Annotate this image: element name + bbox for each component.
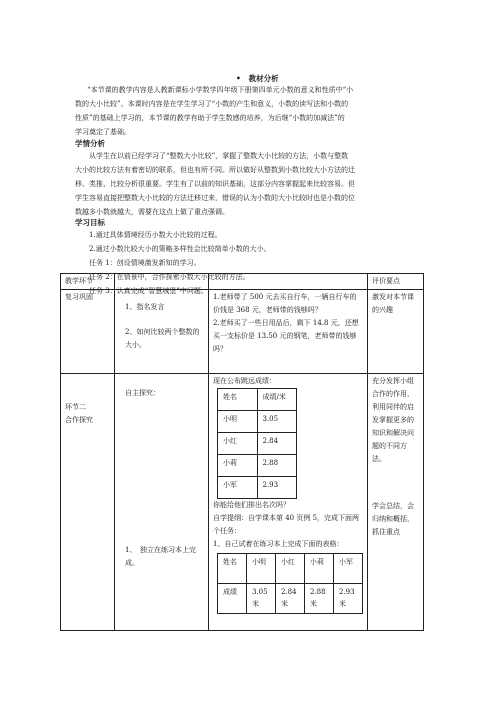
list-item: 任务 3：认真完成“智慧城堡”中问题。 — [89, 287, 208, 295]
cell-activity — [115, 374, 209, 631]
cell-evaluation: 激发对本节课的兴趣 — [368, 290, 424, 374]
name-cell: 小明 — [218, 411, 258, 433]
list-item: 1.通过具体情境经历小数大小比较的过程。 — [89, 231, 222, 239]
header-cell — [115, 274, 209, 290]
name-cell: 小红 — [218, 433, 258, 455]
text-line: 移、类推、比较分析很重要。学生有了以前的知识基础，这部分内容掌握起来比较容易。但 — [75, 180, 355, 188]
activity-item: 2、如何比较两个整数的大小。 — [125, 328, 200, 349]
header-cell: 小莉 — [305, 554, 334, 584]
scores-table — [217, 388, 297, 499]
name-cell: 小军 — [218, 477, 258, 499]
activity-item: 1、 独立在练习本上完成。 — [125, 546, 196, 567]
prompt-text: 自学提纲：自学课本第 40 页例 5，完成下面两个任务： — [213, 514, 360, 535]
text-line: 数的大小比较”。本课时内容是在学生学习了“小数的产生和意义，小数的读写法和小数的 — [75, 100, 349, 108]
question: 1.老师带了 500 元去买自行车，一辆自行车的价钱是 368 元，老师带的钱够吗？ — [213, 293, 357, 314]
score-cell: 3.05 — [257, 411, 297, 433]
value-cell: 3.05米 — [247, 584, 276, 614]
table-row — [218, 389, 297, 411]
cell-content — [209, 290, 368, 374]
text-line: 数越多小数就越大，需要在这点上做了重点强调。 — [75, 208, 229, 216]
header-cell: 姓名 — [218, 554, 247, 584]
activity-item: 1、指名发言 — [125, 303, 165, 311]
value-cell: 2.84米 — [276, 584, 305, 614]
header-cell: 小军 — [334, 554, 363, 584]
text-line: “本节课的教学内容是人教新课标小学数学四年级下册第四单元小数的意义和性质中“小 — [87, 86, 354, 94]
table-row — [218, 455, 297, 477]
paragraph-learner — [75, 149, 355, 219]
evaluation-text: 充分发挥小组合作的作用，利用同伴的启发掌握更多的知识和解决问题的不同方法。 — [372, 377, 414, 463]
phase-label: 合作探究 — [65, 416, 93, 424]
cell-activity — [115, 290, 209, 374]
value-cell: 成绩 — [218, 584, 247, 614]
score-cell: 2.84 — [257, 433, 297, 455]
header-cell — [209, 274, 368, 290]
table-row-explore — [61, 374, 424, 631]
cell-evaluation — [368, 374, 424, 631]
table-row — [218, 433, 297, 455]
list-item: 任务 2：在情景中，合作探索小数大小比较的方法。 — [89, 273, 250, 281]
score-cell: 2.88 — [257, 455, 297, 477]
bullet: • — [236, 74, 241, 83]
prompt-text: 1、自己试着在练习本上完成下面的表格： — [213, 540, 344, 548]
intro-text: 现在公布跳远成绩： — [213, 377, 276, 385]
table-row-review — [61, 290, 424, 374]
list-item: 2.通过小数比较大小的策略多样性会比较简单小数的大小。 — [89, 245, 271, 253]
value-cell: 2.93米 — [334, 584, 363, 614]
phase-label: 环节二 — [65, 403, 86, 411]
header-cell: 姓名 — [218, 389, 258, 411]
question: 2.老师买了一些日用品后，剩下 14.8 元，还想买一支标价是 13.50 元的钢笔，老师带的钱够吗？ — [213, 319, 359, 353]
cell-phase: 复习巩固 — [61, 290, 115, 374]
section-heading-learner: 学情分析 — [75, 139, 105, 148]
activity-item: 自主探究： — [125, 389, 160, 397]
header-cell: 小明 — [247, 554, 276, 584]
prompt-text: 你能给他们排出名次吗？ — [213, 501, 290, 509]
table-row — [218, 584, 363, 614]
section-heading-goals: 学习目标 — [75, 218, 105, 227]
text-line: 从学生在以前已经学习了“整数大小比较”，掌握了整数大小比较的方法，小数与整数 — [89, 152, 349, 160]
table-row — [218, 554, 363, 584]
value-cell: 2.88米 — [305, 584, 334, 614]
cell-content — [209, 374, 368, 631]
results-table — [217, 553, 363, 614]
header-cell: 教学环节 — [61, 274, 115, 290]
name-cell: 小莉 — [218, 455, 258, 477]
table-row — [218, 477, 297, 499]
list-item: 任务 1：创设情境激发新知的学习。 — [89, 259, 201, 267]
header-cell: 成绩/米 — [257, 389, 297, 411]
section-title: 教材分析 — [248, 74, 279, 83]
text-line: 学生容易直接把整数大小比较的方法迁移过来，错误的认为小数的大小比较时也是小数的位 — [75, 194, 355, 202]
header-cell: 小红 — [276, 554, 305, 584]
header-cell: 评价要点 — [368, 274, 424, 290]
evaluation-text: 学会总结，会归纳和概括，抓住重点 — [372, 502, 414, 536]
table-header-row — [61, 274, 424, 290]
text-line: 性质”的基础上学习的，本节课的教学有助于学生数感的培养，为后继“小数的加减法”的 — [75, 114, 345, 122]
text-line: 学习奠定了基础。 — [75, 128, 131, 136]
table-row — [218, 411, 297, 433]
lesson-table — [60, 273, 424, 631]
text-line: 大小的比较方法有着密切的联系，但也有所不同。所以做好从整数到小数比较大小方法的迁 — [75, 166, 355, 174]
paragraph-analysis — [75, 83, 353, 139]
cell-phase — [61, 374, 115, 631]
score-cell: 2.93 — [257, 477, 297, 499]
